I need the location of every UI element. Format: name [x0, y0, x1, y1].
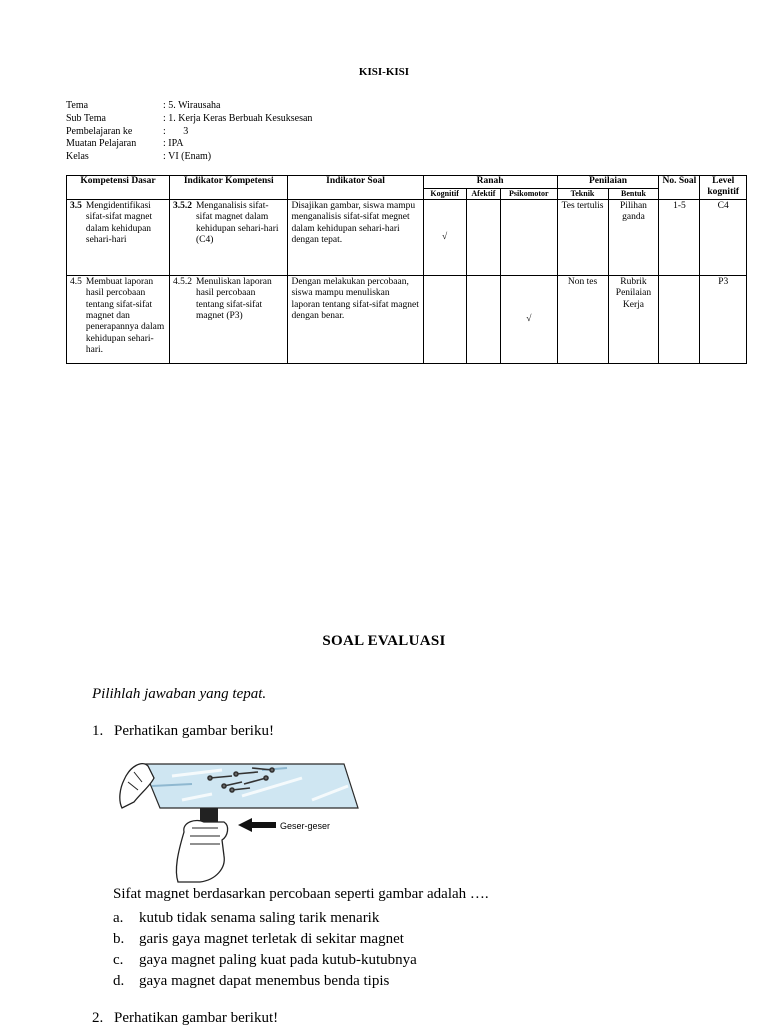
cell-no-soal: [659, 275, 700, 363]
cell-no-soal: 1-5: [659, 199, 700, 275]
meta-value: : IPA: [163, 138, 184, 150]
image-label: Geser-geser: [280, 821, 331, 831]
option-text: gaya magnet dapat menembus benda tipis: [139, 973, 390, 989]
header-teknik: Teknik: [557, 188, 608, 199]
option-c[interactable]: [113, 950, 417, 971]
header-no-soal: No. Soal: [659, 176, 700, 200]
cell-level-kognitif: P3: [700, 275, 747, 363]
option-letter: c.: [113, 952, 124, 968]
cell-kompetensi-dasar: [67, 275, 170, 363]
meta-row: [66, 138, 312, 151]
option-a[interactable]: [113, 908, 417, 929]
header-level-kognitif: Level kognitif: [700, 176, 747, 200]
document-title: KISI-KISI: [358, 66, 410, 78]
kd-number: 4.5: [70, 276, 82, 287]
cell-indikator-soal: Disajikan gambar, siswa mampu menganalisis sifat-sifat megnet dalam kehidupan sehari-hari dengan tepat.: [288, 199, 423, 275]
cell-indikator-kompetensi: [169, 275, 287, 363]
cell-afektif: [466, 199, 500, 275]
table-row: [67, 275, 747, 363]
header-kompetensi-dasar: Kompetensi Dasar: [67, 176, 170, 200]
cell-level-kognitif: C4: [700, 199, 747, 275]
meta-key: Tema: [66, 100, 89, 111]
option-letter: a.: [113, 910, 124, 926]
meta-block: [66, 100, 312, 164]
option-d[interactable]: [113, 971, 417, 992]
header-indikator-soal: Indikator Soal: [288, 176, 423, 200]
header-ranah: Ranah: [423, 176, 557, 189]
cell-kognitif: [423, 275, 466, 363]
meta-key: Kelas: [66, 151, 89, 163]
header-bentuk: Bentuk: [608, 188, 659, 199]
kisi-kisi-table: [66, 175, 747, 364]
meta-row: [66, 151, 312, 164]
meta-value: : 3: [163, 125, 189, 137]
question-1: [92, 723, 274, 740]
header-afektif: Afektif: [466, 188, 500, 199]
ik-number: 4.5.2: [172, 276, 192, 287]
option-b[interactable]: [113, 929, 417, 950]
cell-afektif: [466, 275, 500, 363]
magnet-experiment-illustration: [112, 756, 368, 884]
question-stem: Sifat magnet berdasarkan percobaan seperti gambar adalah ….: [113, 886, 489, 902]
header-penilaian: Penilaian: [557, 176, 659, 189]
option-letter: b.: [113, 931, 125, 947]
cell-kognitif: √: [423, 199, 466, 275]
kd-text: Mengidentifikasi sifat-sifat magnet dalam kehidupan sehari-hari: [85, 200, 153, 246]
kd-number: 3.5: [70, 200, 82, 211]
instruction: Pilihlah jawaban yang tepat.: [92, 686, 267, 702]
ik-number: 3.5.2: [172, 200, 192, 211]
cell-psikomotor: √: [501, 275, 557, 363]
cell-kompetensi-dasar: [67, 199, 170, 275]
meta-row: [66, 113, 312, 126]
answer-options: [113, 908, 417, 992]
question-number: 2.: [92, 1010, 104, 1026]
option-letter: d.: [113, 973, 125, 989]
cell-psikomotor: [501, 199, 557, 275]
header-indikator-kompetensi: Indikator Kompetensi: [169, 176, 287, 200]
cell-teknik: Tes tertulis: [557, 199, 608, 275]
section-title: SOAL EVALUASI: [322, 633, 446, 649]
meta-value: : 5. Wirausaha: [163, 100, 221, 111]
meta-row: [66, 126, 312, 139]
meta-key: Muatan Pelajaran: [66, 138, 137, 150]
meta-row: [66, 100, 312, 113]
meta-value: : 1. Kerja Keras Berbuah Kesuksesan: [163, 112, 313, 124]
question-2: [92, 1010, 278, 1027]
cell-teknik: Non tes: [557, 275, 608, 363]
header-psikomotor: Psikomotor: [501, 188, 557, 199]
meta-key: Pembelajaran ke: [66, 125, 133, 137]
cell-bentuk: Pilihan ganda: [608, 199, 659, 275]
question-text: Perhatikan gambar beriku!: [114, 723, 274, 739]
question-number: 1.: [92, 723, 104, 739]
cell-bentuk: Rubrik Penilaian Kerja: [608, 275, 659, 363]
meta-value: : VI (Enam): [163, 151, 212, 163]
meta-key: Sub Tema: [66, 112, 106, 124]
ik-text: Menuliskan laporan hasil percobaan tentang sifat-sifat magnet (P3): [195, 276, 272, 322]
option-text: kutub tidak senama saling tarik menarik: [139, 910, 380, 926]
question-text: Perhatikan gambar berikut!: [114, 1010, 279, 1026]
kd-text: Membuat laporan hasil percobaan tentang sifat-sifat magnet dan penerapannya dalam kehidupan sehari-hari.: [85, 276, 165, 356]
option-text: garis gaya magnet terletak di sekitar magnet: [139, 931, 404, 947]
cell-indikator-soal: Dengan melakukan percobaan, siswa mampu menuliskan laporan tentang sifat-sifat magnet dengan benar.: [288, 275, 423, 363]
option-text: gaya magnet paling kuat pada kutub-kutubnya: [139, 952, 417, 968]
table-row: [67, 199, 747, 275]
ik-text: Menganalisis sifat-sifat magnet dalam kehidupan sehari-hari (C4): [195, 200, 279, 246]
cell-indikator-kompetensi: [169, 199, 287, 275]
header-kognitif: Kognitif: [423, 188, 466, 199]
